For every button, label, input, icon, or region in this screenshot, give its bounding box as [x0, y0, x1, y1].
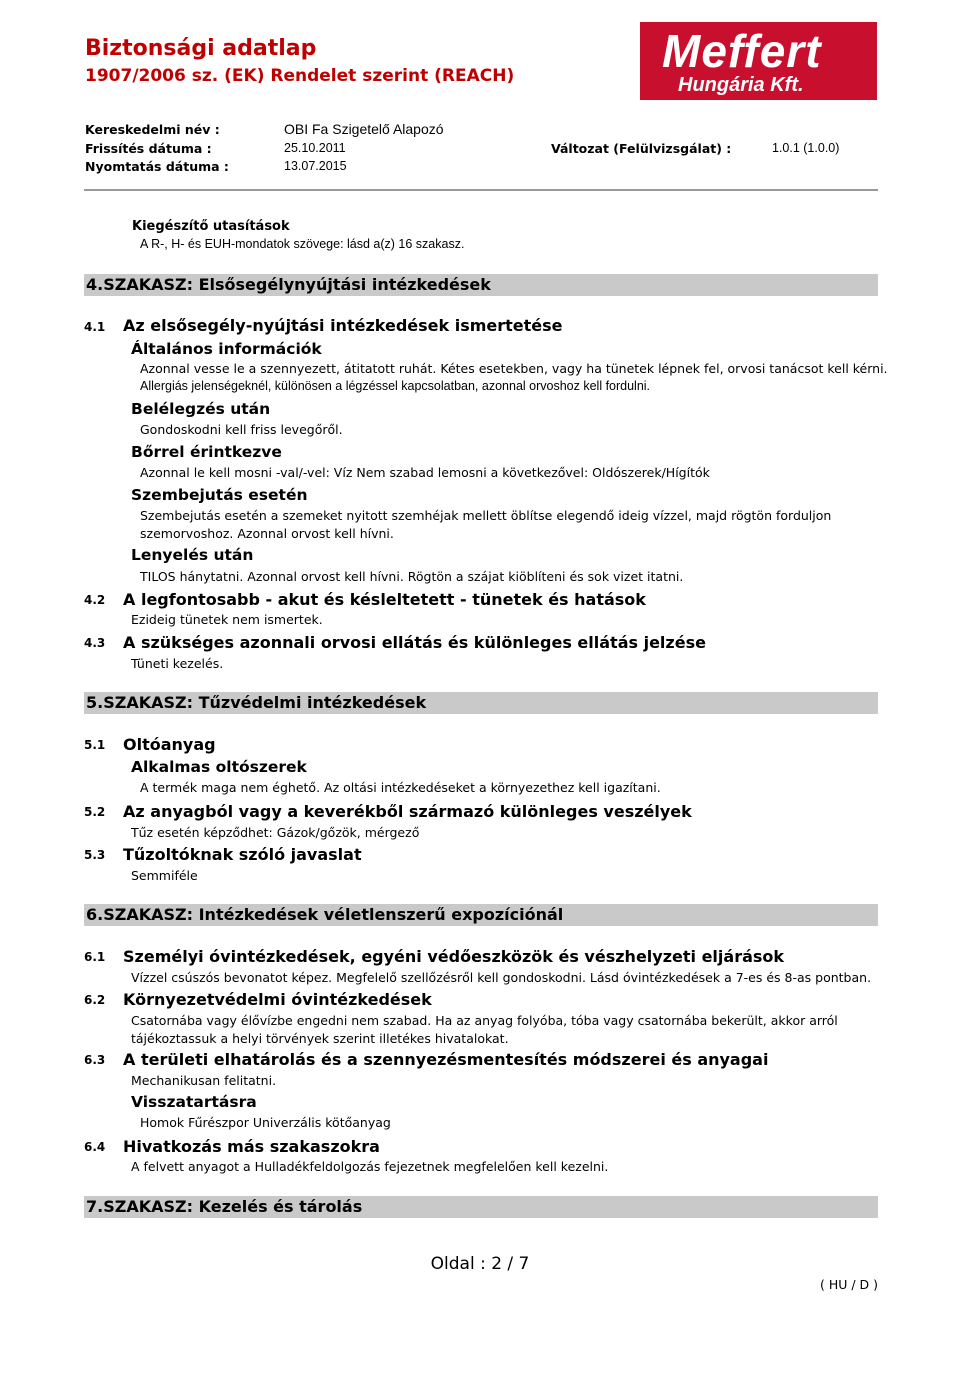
subsection-number: 6.4 — [84, 1140, 106, 1154]
body-text: Vízzel csúszós bevonatot képez. Megfelelő szellőzésről kell gondoskodni. Lásd óvintézkedések a 7-es és 8-as pontban. — [131, 970, 872, 985]
subsection-number: 6.2 — [84, 993, 106, 1007]
body-text: Gondoskodni kell friss levegőről. — [140, 422, 343, 437]
section-5-header: 5.SZAKASZ: Tűzvédelmi intézkedések — [84, 692, 878, 714]
subheading: Visszatartásra — [131, 1093, 257, 1111]
subheading: Belélegzés után — [131, 400, 271, 418]
section-4-header: 4.SZAKASZ: Elsősegélynyújtási intézkedések — [84, 274, 878, 296]
body-text: TILOS hánytatni. Azonnal orvost kell hívni. Rögtön a szájat kiöblíteni és sok vizet itatni. — [140, 569, 684, 584]
body-text: Homok Fűrészpor Univerzális kötőanyag — [140, 1115, 391, 1130]
subsection-number: 6.3 — [84, 1053, 106, 1067]
body-text: A termék maga nem éghető. Az oltási intézkedéseket a környezethez kell igazítani. — [140, 780, 661, 795]
subheading: Lenyelés után — [131, 546, 254, 564]
version-value: 1.0.1 (1.0.0) — [772, 141, 840, 155]
subheading: Alkalmas oltószerek — [131, 758, 307, 776]
subheading: Bőrrel érintkezve — [131, 443, 282, 461]
subsection-number: 5.1 — [84, 738, 106, 752]
page-number: Oldal : 2 / 7 — [430, 1254, 530, 1274]
subsection-title: Az anyagból vagy a keverékből származó különleges veszélyek — [123, 802, 692, 821]
body-text: Szembejutás esetén a szemeket nyitott szemhéjak mellett öblítse elegendő ideig vízzel, majd rögtön forduljon — [140, 508, 832, 523]
body-text: Ezideig tünetek nem ismertek. — [131, 612, 323, 627]
revision-date-value: 25.10.2011 — [284, 141, 346, 155]
subsection-title: A legfontosabb - akut és késleltetett - tünetek és hatások — [123, 590, 646, 609]
revision-date-label: Frissítés dátuma : — [85, 141, 212, 156]
body-text: Csatornába vagy élővízbe engedni nem szabad. Ha az anyag folyóba, tóba vagy csatornába bekerült, akkor arról — [131, 1013, 838, 1028]
subsection-title: Személyi óvintézkedések, egyéni védőeszközök és vészhelyzeti eljárások — [123, 947, 785, 966]
logo-line-2: Hungária Kft. — [678, 74, 804, 96]
company-logo — [640, 22, 877, 100]
subsection-title: A területi elhatárolás és a szennyezésmentesítés módszerei és anyagai — [123, 1050, 769, 1069]
body-text: Tüneti kezelés. — [131, 656, 224, 671]
body-text: Semmiféle — [131, 868, 198, 883]
subheading: Szembejutás esetén — [131, 486, 308, 504]
body-text: A felvett anyagot a Hulladékfeldolgozás fejezetnek megfelelően kell kezelni. — [131, 1159, 609, 1174]
version-label: Változat (Felülvizsgálat) : — [551, 141, 732, 156]
supplementary-title: Kiegészítő utasítások — [132, 219, 290, 234]
subsection-title: Az elsősegély-nyújtási intézkedések ismertetése — [123, 316, 563, 335]
subsection-number: 4.3 — [84, 636, 106, 650]
subsection-title: Oltóanyag — [123, 735, 216, 754]
supplementary-text: A R-, H- és EUH-mondatok szövege: lásd a(z) 16 szakasz. — [140, 237, 465, 251]
document-title: Biztonsági adatlap — [85, 36, 317, 61]
logo-line-1: Meffert — [662, 25, 822, 77]
body-text: tájékoztassuk a helyi törvények szerint illetékes hivatalokat. — [131, 1031, 509, 1046]
subsection-title: Tűzoltóknak szóló javaslat — [123, 845, 362, 864]
subsection-number: 4.2 — [84, 593, 106, 607]
print-date-label: Nyomtatás dátuma : — [85, 159, 229, 174]
subsection-number: 4.1 — [84, 320, 106, 334]
body-text: Azonnal vesse le a szennyezett, átitatott ruhát. Kétes esetekben, vagy ha tünetek lépnek fel, orvosi tanácsot kell kérni. — [140, 361, 888, 376]
language-code: ( HU / D ) — [820, 1277, 879, 1292]
subsection-title: Hivatkozás más szakaszokra — [123, 1137, 380, 1156]
body-text: Mechanikusan felitatni. — [131, 1073, 277, 1088]
section-6-header: 6.SZAKASZ: Intézkedések véletlenszerű expozíciónál — [84, 904, 878, 926]
header-divider — [84, 189, 878, 191]
trade-name-value: OBI Fa Szigetelő Alapozó — [284, 121, 444, 137]
section-7-header: 7.SZAKASZ: Kezelés és tárolás — [84, 1196, 878, 1218]
subsection-title: Környezetvédelmi óvintézkedések — [123, 990, 432, 1009]
subsection-number: 6.1 — [84, 950, 106, 964]
document-subtitle: 1907/2006 sz. (EK) Rendelet szerint (REACH) — [85, 66, 515, 86]
subsection-title: A szükséges azonnali orvosi ellátás és különleges ellátás jelzése — [123, 633, 706, 652]
subsection-number: 5.2 — [84, 805, 106, 819]
body-text: Tűz esetén képződhet: Gázok/gőzök, mérgező — [131, 825, 420, 840]
subsection-number: 5.3 — [84, 848, 106, 862]
subheading: Általános információk — [131, 340, 322, 358]
trade-name-label: Kereskedelmi név : — [85, 122, 220, 137]
print-date-value: 13.07.2015 — [284, 159, 347, 173]
body-text: szemorvoshoz. Azonnal orvost kell hívni. — [140, 526, 394, 541]
body-text: Azonnal le kell mosni -val/-vel: Víz Nem szabad lemosni a következővel: Oldószerek/Hígítók — [140, 465, 710, 480]
body-text: Allergiás jelenségeknél, különösen a légzéssel kapcsolatban, azonnal orvoshoz kell fordulni. — [140, 379, 651, 393]
